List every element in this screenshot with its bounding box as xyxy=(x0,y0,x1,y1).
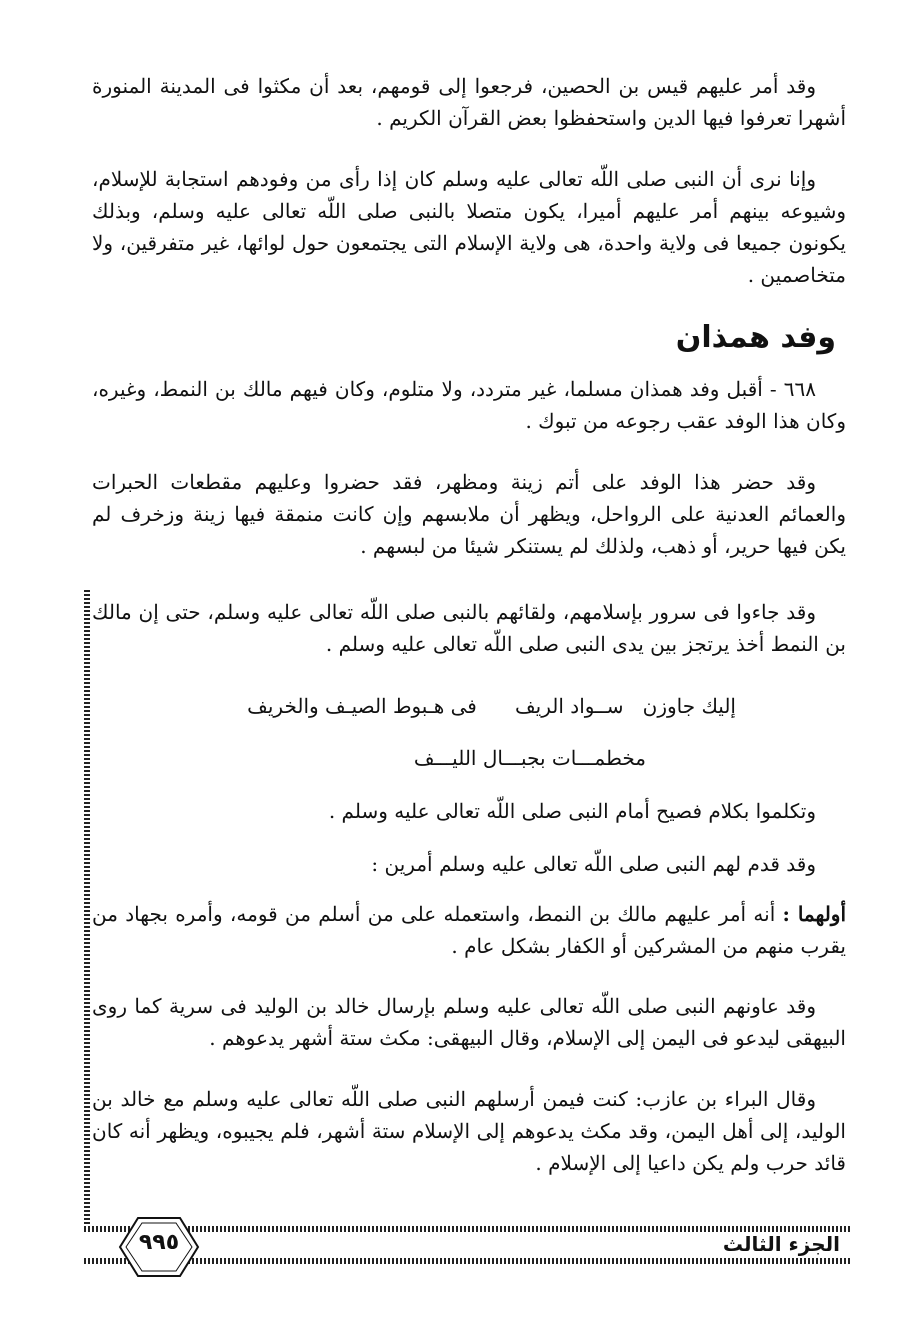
poem-verse-2: مخطمـــات بجبـــال الليـــف xyxy=(413,746,646,770)
volume-part-label: الجزء الثالث xyxy=(722,1232,840,1256)
paragraph-leadership-commentary: وإنا نرى أن النبى صلى اللّه تعالى عليه وسلم كان إذا رأى من وفودهم استجابة للإسلام، وشيوعه بينهم أمر عليهم أميرا، يكون متصلا بالنبى صلى اللّه تعالى عليه وسلم، وبذلك يكونون جميعا فى ولاية واحدة، هى ولاية الإسلام التى يجتمعون حول لوائها، غير متفرقين، ولا متخاصمين . xyxy=(92,167,846,287)
paragraph-joy-of-islam: وقد جاءوا فى سرور بإسلامهم، ولقائهم بالنبى صلى اللّه تعالى عليه وسلم، حتى إن مالك بن النمط أخذ يرتجز بين يدى النبى صلى اللّه تعالى عليه وسلم . xyxy=(92,600,846,656)
first-matter-lead: أولهما : xyxy=(782,902,847,926)
decorative-side-border xyxy=(84,588,90,1228)
poem-verse-1: إليك جاوزن ســواد الريف فى هـبوط الصيـف والخريف xyxy=(247,694,736,718)
paragraph-bara-narration: وقال البراء بن عازب: كنت فيمن أرسلهم النبى صلى اللّه تعالى عليه وسلم مع خالد بن الوليد، إلى أهل اليمن، وقد مكث يدعوهم إلى الإسلام ستة أشهر، فلم يجيبوه، ويظهر أنه كان قائد حرب ولم يكن داعيا إلى الإسلام . xyxy=(92,1087,846,1175)
paragraph-668-hamdan-arrival: ٦٦٨ - أقبل وفد همذان مسلما، غير متردد، ولا متلوم، وكان فيهم مالك بن النمط، وغيره، وكان هذا الوفد عقب رجوعه من تبوك . xyxy=(92,377,846,433)
paragraph-qays-appointment: وقد أمر عليهم قيس بن الحصين، فرجعوا إلى قومهم، بعد أن مكثوا فى المدينة المنورة أشهرا تعرفوا فيها الدين واستحفظوا بعض القرآن الكريم . xyxy=(92,74,846,130)
section-heading-hamdan-delegation: وفد همذان xyxy=(675,320,836,355)
paragraph-khalid-expedition: وقد عاونهم النبى صلى اللّه تعالى عليه وسلم بإرسال خالد بن الوليد فى سرية كما روى البيهقى ليدعو فى اليمن إلى الإسلام، وقال البيهقى: مكث ستة أشهر يدعوهم . xyxy=(92,994,846,1050)
paragraph-first-matter xyxy=(92,898,846,962)
first-matter-text: أنه أمر عليهم مالك بن النمط، واستعمله على من أسلم من قومه، وأمره بجهاد من يقرب منهم من المشركين أو الكفار بشكل عام . xyxy=(92,902,846,958)
paragraph-delegation-attire: وقد حضر هذا الوفد على أتم زينة ومظهر، فقد حضروا وعليهم مقطعات الحبرات والعمائم العدنية على الرواحل، ويظهر أن ملابسهم وإن كانت منمقة فيها زينة وزخرف لم يكن فيها حرير، أو ذهب، ولذلك لم يستنكر شيئا من لبسهم . xyxy=(92,470,846,558)
paragraph-two-matters: وقد قدم لهم النبى صلى اللّه تعالى عليه وسلم أمرين : xyxy=(371,852,816,876)
page-number: ٩٩٥ xyxy=(138,1230,180,1255)
paragraph-eloquent-speech: وتكلموا بكلام فصيح أمام النبى صلى اللّه تعالى عليه وسلم . xyxy=(328,799,816,823)
